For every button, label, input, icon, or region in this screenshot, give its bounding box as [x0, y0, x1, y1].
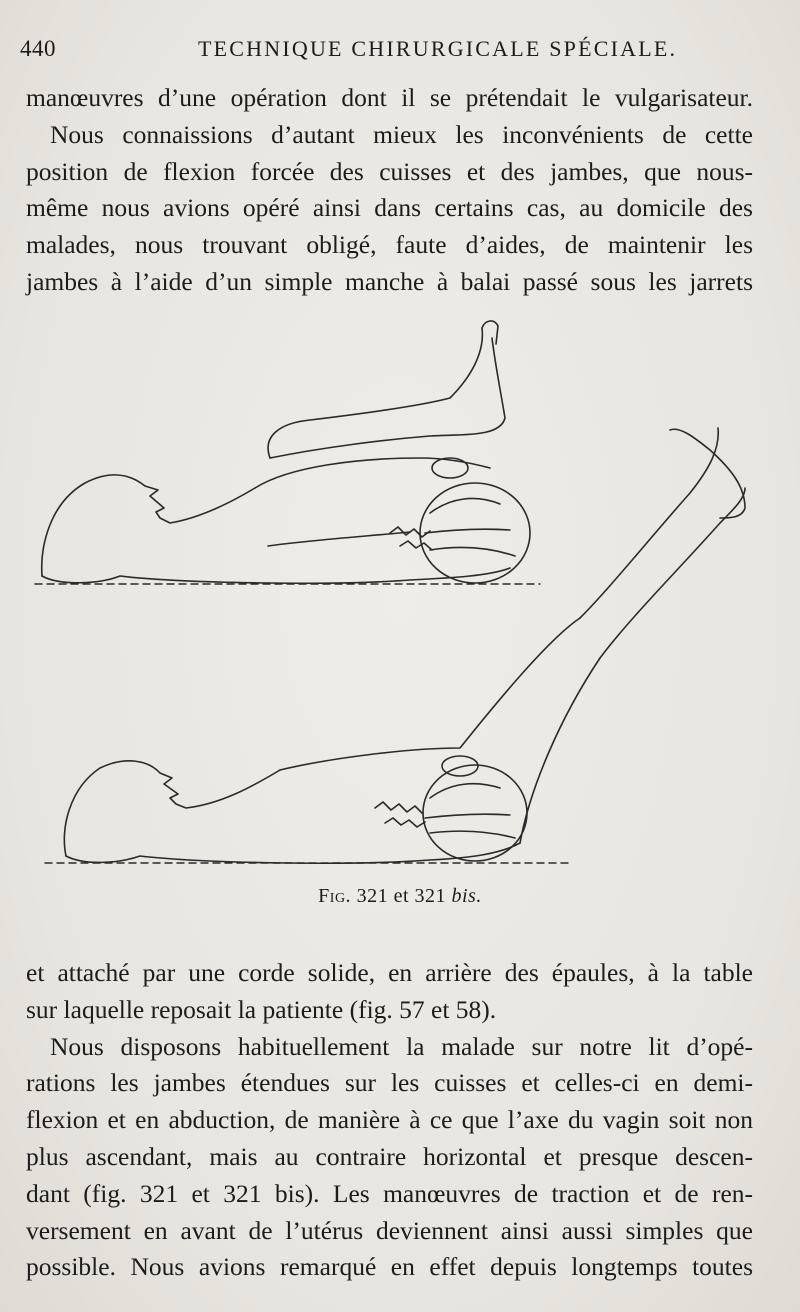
text-line: Nous connaissions d’autant mieux les inconvénients de cette [50, 119, 753, 149]
fig321-shin-back [270, 338, 505, 458]
fig321bis-shin [580, 428, 718, 618]
figure-321-bis-drawing [45, 428, 745, 863]
fig321bis-head [64, 761, 280, 856]
text-line: et attaché par une corde solide, en arrière des épaules, à la table [26, 958, 753, 987]
fig321bis-foot [670, 429, 745, 518]
fig321-thigh [255, 458, 490, 488]
caption-italic: bis. [451, 885, 482, 907]
fig321bis-back [66, 843, 520, 863]
fig321bis-thigh [280, 618, 580, 770]
text-line: position de flexion forcée des cuisses et des jambes, que nous- [26, 156, 753, 186]
figure-321-drawing [35, 321, 540, 584]
page-number: 440 [20, 36, 56, 61]
fig321-head [42, 475, 255, 576]
text-line: jambes à l’aide d’un simple manche à balai passé sous les jarrets [26, 266, 753, 296]
figure-caption [0, 885, 800, 908]
text-line: même nous avions opéré ainsi dans certains cas, au domicile des [26, 193, 753, 223]
text-line: possible. Nous avions remarqué en effet depuis longtemps toutes [26, 1252, 753, 1282]
fig321-thigh-lower [268, 532, 410, 546]
text-line: rations les jambes étendues sur les cuisses et celles-ci en demi- [26, 1068, 753, 1098]
text-line: manœuvres d’une opération dont il se prétendait le vulgarisateur. [26, 83, 753, 112]
text-line: versement en avant de l’utérus deviennent ainsi aussi simples que [26, 1215, 753, 1245]
text-line: plus ascendant, mais au contraire horizontal et presque descen- [26, 1141, 753, 1171]
fig321-shin [268, 328, 482, 458]
text-line: dant (fig. 321 et 321 bis). Les manœuvres de traction et de ren- [26, 1178, 753, 1208]
figure-illustration [30, 318, 770, 888]
fig321bis-thigh-lower [520, 658, 600, 843]
text-line: Nous disposons habituellement la malade sur notre lit d’opé- [50, 1031, 753, 1061]
top-paragraph [26, 80, 753, 301]
running-title: TECHNIQUE CHIRURGICALE SPÉCIALE. [198, 36, 678, 61]
fig321-foot [482, 321, 498, 344]
text-line: malades, nous trouvant obligé, faute d’aides, de maintenir les [26, 230, 753, 260]
bottom-paragraph [26, 955, 753, 1286]
fig321bis-pelvis [423, 765, 527, 861]
caption-numbers: 321 et 321 [356, 885, 446, 907]
text-line: sur laquelle reposait la patiente (fig. 57 et 58). [26, 994, 497, 1024]
fig321-back [42, 568, 510, 583]
text-line: flexion et en abduction, de manière à ce que l’axe du vagin soit non [26, 1105, 753, 1135]
caption-prefix: Fig. [318, 885, 352, 907]
page-header [20, 36, 780, 66]
